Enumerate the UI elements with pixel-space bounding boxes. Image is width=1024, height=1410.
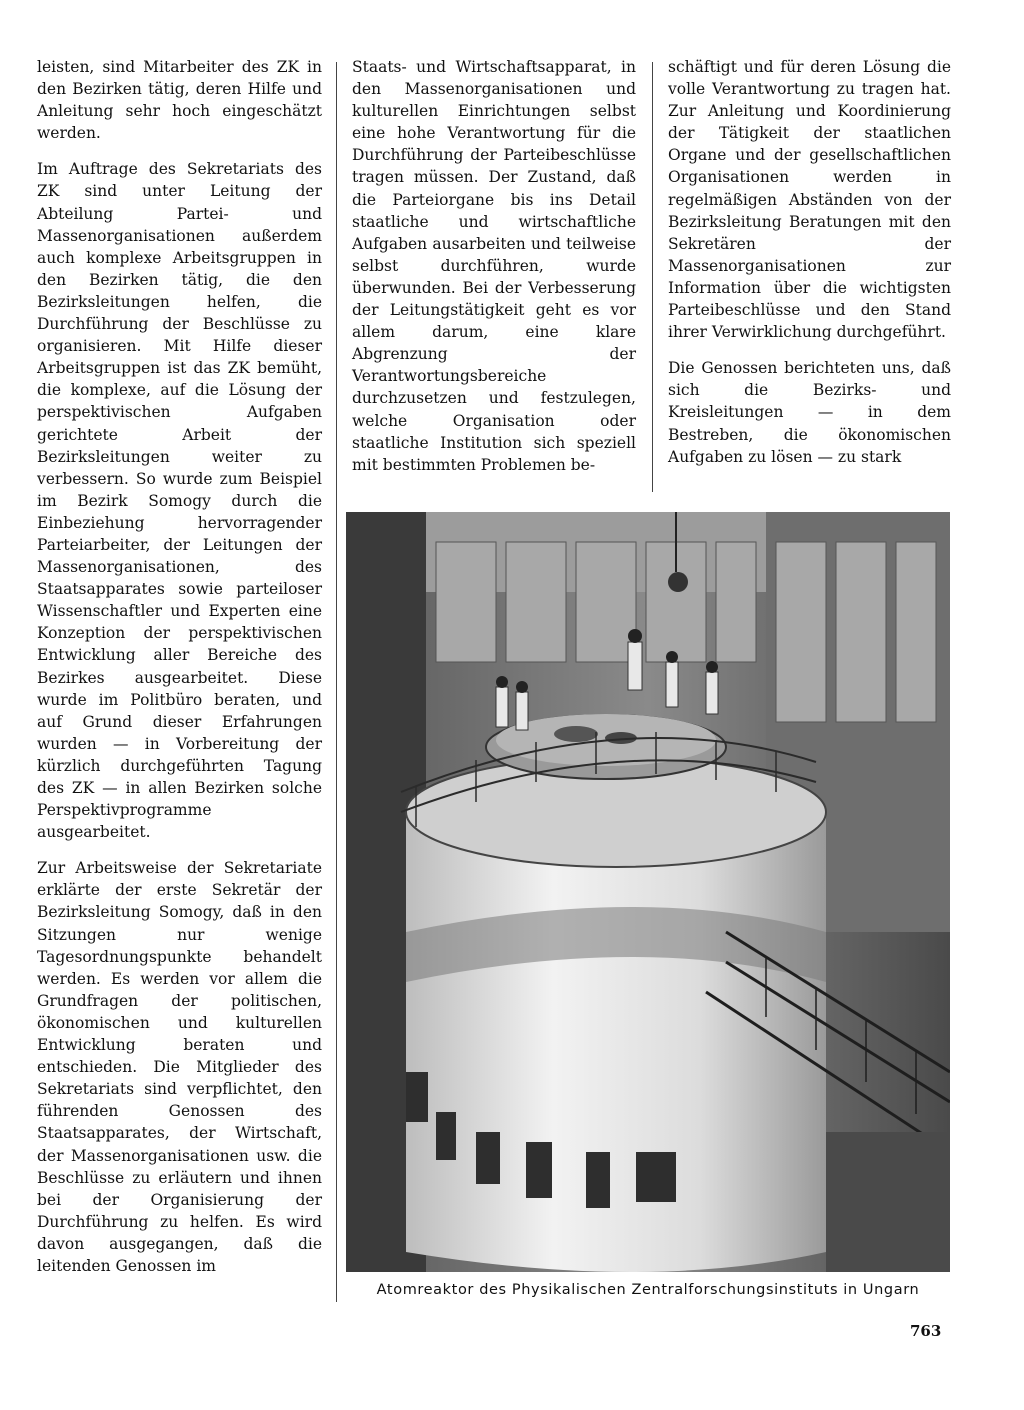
text-column-3: [668, 56, 951, 482]
column-divider: [652, 62, 653, 492]
column-divider: [336, 62, 337, 1302]
paragraph: Die Genossen berichteten uns, daß sich die Bezirks- und Kreisleitungen — in dem Bestreben, die ökonomischen Aufgaben zu lösen — zu stark: [668, 359, 951, 466]
text-column-2: [352, 56, 636, 490]
reactor-photo-illustration: [346, 512, 950, 1272]
paragraph: Zur Arbeitsweise der Sekretariate erklärte der erste Sekretär der Bezirksleitung Somogy, daß in den Sitzungen nur wenige Tagesordnungspunkte behandelt werden. Es werden vor allem die Grundfragen der politischen, ökonomischen und kulturellen Entwicklung beraten und entschieden. Die Mitglieder des Sekretariats sind verpflichtet, den führenden Genossen des Staatsapparates, der Wirtschaft, der Massenorganisationen usw. die Beschlüsse zu erläutern und ihnen bei der Organisierung der Durchführung zu helfen. Es wird davon ausgegangen, daß die leitenden Genossen im: [37, 859, 322, 1275]
paragraph: Staats- und Wirtschaftsapparat, in den Massenorganisationen und kulturellen Einrichtungen selbst eine hohe Verantwortung für die Durchführung der Parteibeschlüsse tragen müssen. Der Zustand, daß die Parteiorgane bis ins Detail staatliche und wirtschaftliche Aufgaben ausarbeiten und teilweise selbst durchführen, wurde überwunden. Bei der Verbesserung der Leitungstätigkeit geht es vor allem darum, eine klare Abgrenzung der Verantwortungsbereiche durchzusetzen und festzulegen, welche Organisation oder staatliche Institution sich speziell mit bestimmten Problemen be-: [352, 58, 636, 474]
figure-caption: Atomreaktor des Physikalischen Zentralforschungsinstituts in Ungarn: [376, 1282, 920, 1298]
page-number: 763: [910, 1322, 942, 1340]
text-column-1: [37, 56, 322, 1291]
paragraph: leisten, sind Mitarbeiter des ZK in den Bezirken tätig, deren Hilfe und Anleitung sehr hoch eingeschätzt werden.: [37, 58, 322, 143]
paragraph: Im Auftrage des Sekretariats des ZK sind unter Leitung der Abteilung Partei- und Massenorganisationen außerdem auch komplexe Arbeitsgruppen in den Bezirken tätig, die den Bezirksleitungen helfen, die Durchführung der Beschlüsse zu organisieren. Mit Hilfe dieser Arbeitsgruppen ist das ZK bemüht, die komplexe, auf die Lösung der perspektivischen Aufgaben gerichtete Arbeit der Bezirksleitungen weiter zu verbessern. So wurde zum Beispiel im Bezirk Somogy durch die Einbeziehung hervorragender Parteiarbeiter, der Leitungen der Massenorganisationen, des Staatsapparates sowie parteiloser Wissenschaftler und Experten eine Konzeption der perspektivischen Entwicklung aller Bereiche des Bezirkes ausgearbeitet. Diese wurde im Politbüro beraten, und auf Grund dieser Erfahrungen wurden — in Vorbereitung der kürzlich durchgeführten Tagung des ZK — in allen Bezirken solche Perspektivprogramme ausgearbeitet.: [37, 160, 322, 842]
reactor-photo: [346, 512, 950, 1272]
paragraph: schäftigt und für deren Lösung die volle Verantwortung zu tragen hat. Zur Anleitung und Koordinierung der Tätigkeit der staatlichen Organe und der gesellschaftlichen Organisationen werden in regelmäßigen Abständen von der Bezirksleitung Beratungen mit den Sekretären der Massenorganisationen zur Information über die wichtigsten Parteibeschlüsse und den Stand ihrer Verwirklichung durchgeführt.: [668, 58, 951, 342]
